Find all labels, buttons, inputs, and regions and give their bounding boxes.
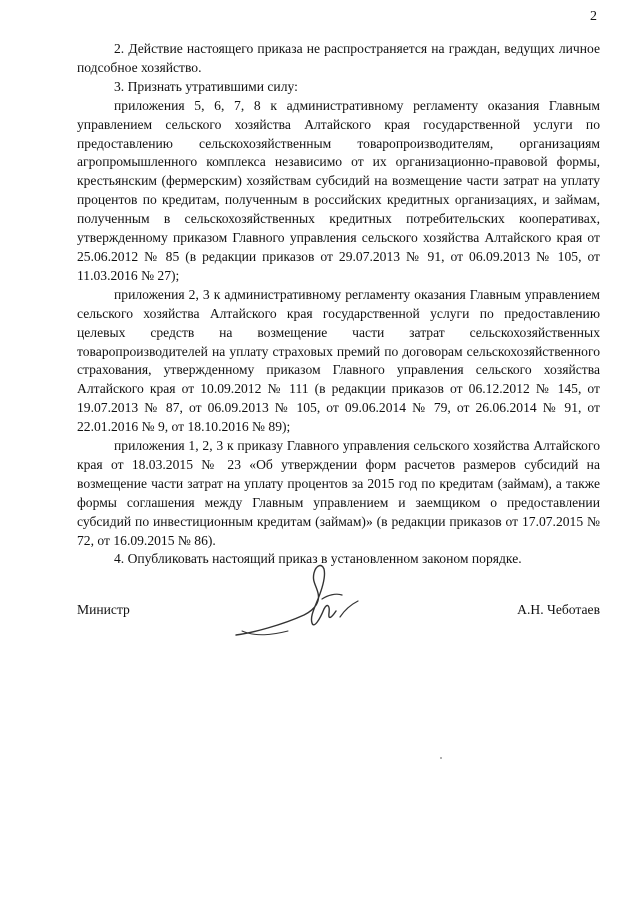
paragraph-4: 4. Опубликовать настоящий приказ в установленном законом порядке. [114,551,522,567]
handwritten-signature [232,555,372,655]
paragraph-3: 3. Признать утратившими силу: [114,78,298,94]
signer-title: Министр [77,602,130,617]
paragraph-annex-2-3: приложения 2, 3 к административному регламенту оказания Главным управлением сельского хозяйства Алтайского края государственной услуги по предоставлению целевых средств на возмещение части затрат сельскохозяйственных товаропроизводителей на уплату страховых премий по договорам сельскохозяйственного страхования, утвержденному приказом Главного управления сельского хозяйства Алтайского края от 10.09.2012 № 111 (в редакции приказов от 06.12.2012 № 145, от 19.07.2013 № 87, от 06.09.2013 № 105, от 09.06.2014 № 79, от 26.06.2014 № 91, от 22.01.2016 № 9, от 18.10.2016 № 89); [77,286,600,435]
document-body [77,40,600,569]
paragraph-annex-5-8: приложения 5, 6, 7, 8 к административному регламенту оказания Главным управлением сельского хозяйства Алтайского края государственной услуги по предоставлению сельскохозяйственным товаропроизводителям, организациям агропромышленного комплекса независимо от их организационно-правовой формы, крестьянским (фермерским) хозяйствам субсидий на возмещение части затрат на уплату процентов по кредитам, полученным в российских кредитных организациях, и займам, полученным в сельскохозяйственных кредитных потребительских кооперативах, утвержденному приказом Главного управления сельского хозяйства Алтайского края от 25.06.2012 № 85 (в редакции приказов от 29.07.2013 № 91, от 06.09.2013 № 105, от 11.03.2016 № 27); [77,97,600,283]
scan-speck [440,757,442,759]
paragraph-2: 2. Действие настоящего приказа не распространяется на граждан, ведущих личное подсобное хозяйство. [77,41,600,75]
paragraph-annex-1-3: приложения 1, 2, 3 к приказу Главного управления сельского хозяйства Алтайского края от 18.03.2015 № 23 «Об утверждении форм расчетов размеров субсидий на возмещение части затрат на уплату процентов за 2015 год по кредитам (займам), а также формы соглашения между Главным управлением и заемщиком о предоставлении субсидий по инвестиционным кредитам (займам)» (в редакции приказов от 17.07.2015 № 72, от 16.09.2015 № 86). [77,438,600,548]
signer-name: А.Н. Чеботаев [517,602,600,617]
page-number: 2 [590,9,597,24]
